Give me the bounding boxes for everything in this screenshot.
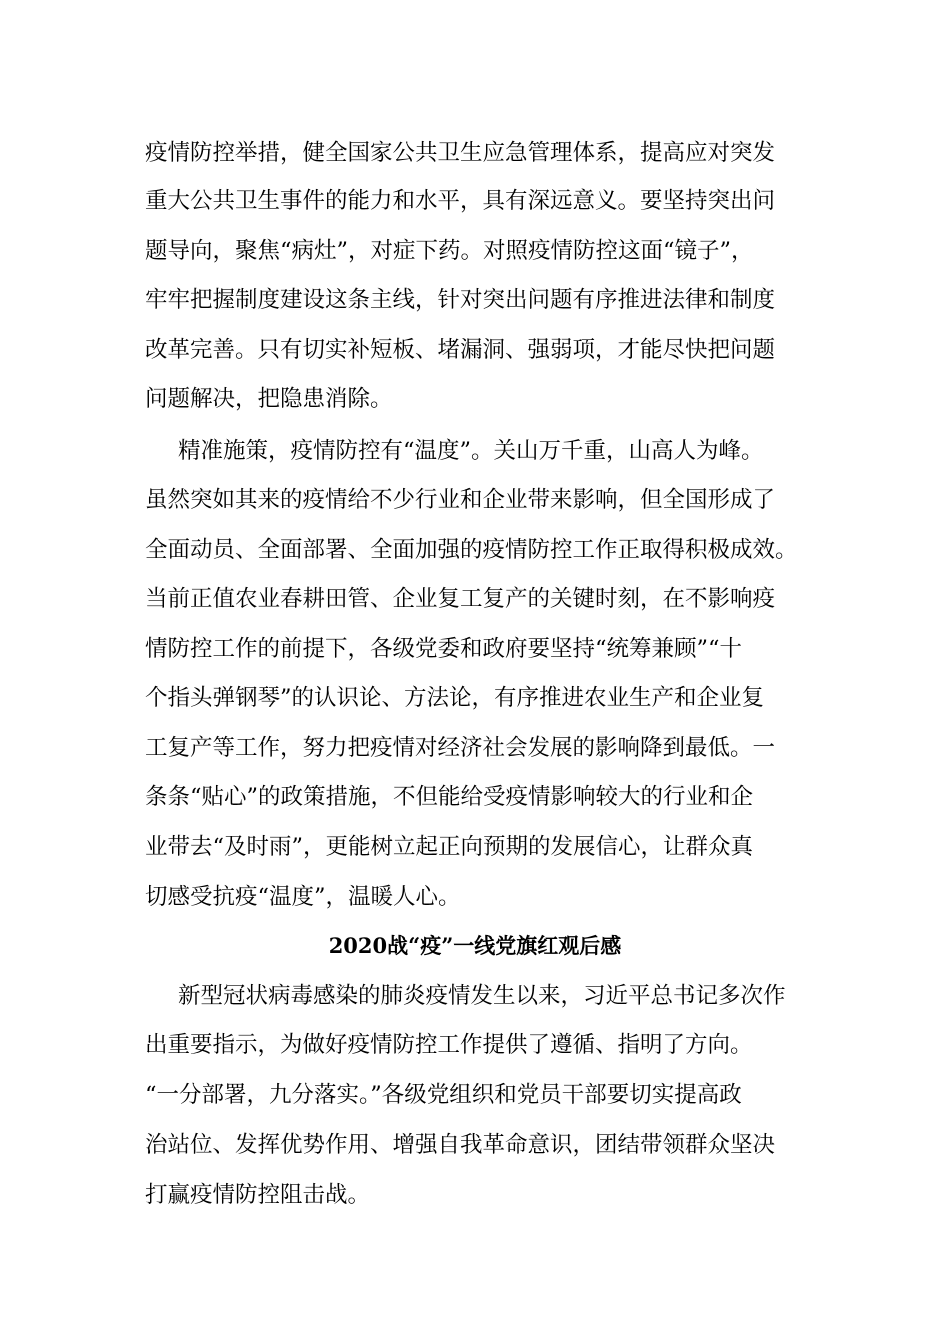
text-line: 虽然突如其来的疫情给不少行业和企业带来影响，但全国形成了 [145, 487, 776, 513]
text-line: 改革完善。只有切实补短板、堵漏洞、强弱项，才能尽快把问题 [145, 337, 776, 363]
section-heading: 2020战“疫”一线党旗红观后感 [328, 933, 622, 958]
text-line: 疫情防控举措，健全国家公共卫生应急管理体系，提高应对突发 [145, 140, 776, 166]
text-line: 牢牢把握制度建设这条主线，针对突出问题有序推进法律和制度 [145, 287, 776, 313]
text-line: 情防控工作的前提下，各级党委和政府要坚持“统筹兼顾”“十 [145, 636, 743, 662]
text-line: 出重要指示，为做好疫情防控工作提供了遵循、指明了方向。 [145, 1032, 753, 1058]
text-line: 问题解决，把隐患消除。 [145, 386, 393, 412]
text-line: 业带去“及时雨”，更能树立起正向预期的发展信心，让群众真 [145, 834, 754, 860]
text-line: 重大公共卫生事件的能力和水平，具有深远意义。要坚持突出问 [145, 188, 776, 214]
text-line: 精准施策，疫情防控有“温度”。关山万千重，山高人为峰。 [178, 438, 764, 464]
text-line: 题导向，聚焦“病灶”，对症下药。对照疫情防控这面“镜子”， [145, 238, 754, 264]
text-line: 切感受抗疫“温度”，温暖人心。 [145, 884, 461, 910]
text-line: “一分部署，九分落实。”各级党组织和党员干部要切实提高政 [145, 1082, 742, 1108]
text-line: 工复产等工作，努力把疫情对经济社会发展的影响降到最低。一 [145, 735, 776, 761]
text-line: 当前正值农业春耕田管、企业复工复产的关键时刻，在不影响疫 [145, 586, 776, 612]
text-line: 治站位、发挥优势作用、增强自我革命意识，团结带领群众坚决 [145, 1132, 776, 1158]
text-line: 新型冠状病毒感染的肺炎疫情发生以来，习近平总书记多次作 [178, 983, 786, 1009]
text-line: 全面动员、全面部署、全面加强的疫情防控工作正取得积极成效。 [145, 537, 798, 563]
text-line: 打赢疫情防控阻击战。 [145, 1182, 371, 1208]
text-line: 个指头弹钢琴”的认识论、方法论，有序推进农业生产和企业复 [145, 685, 765, 711]
text-line: 条条“贴心”的政策措施，不但能给受疫情影响较大的行业和企 [145, 784, 754, 810]
